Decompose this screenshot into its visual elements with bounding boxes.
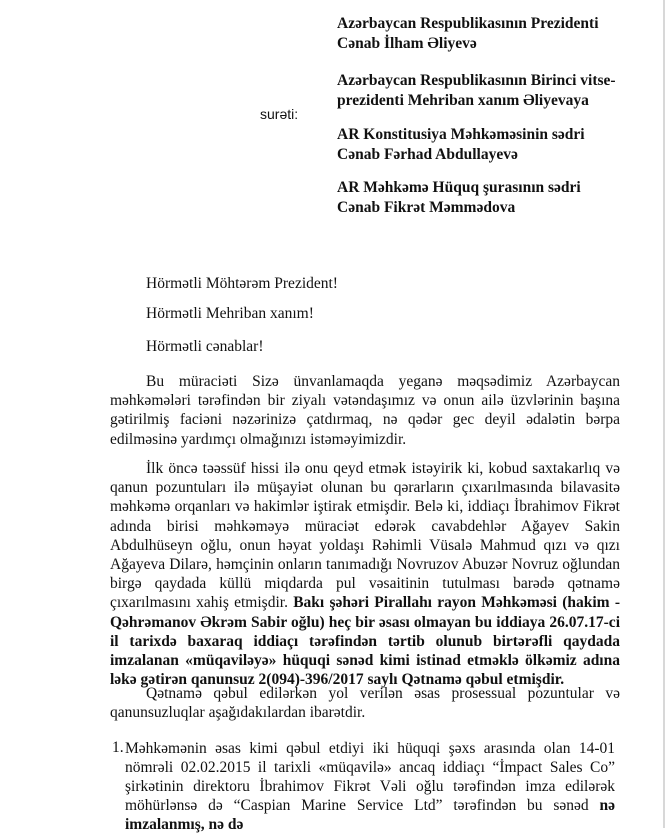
- recipient-name: Cənab Fikrət Məmmədova: [337, 199, 516, 216]
- recipient-president: [337, 14, 599, 54]
- list-item-number: 1.: [112, 739, 124, 756]
- recipient-vice-president: [337, 71, 616, 111]
- paragraph-text: Bu müraciəti Sizə ünvanlamaqda yeganə məqsədimiz Azərbaycan məhkəmələri tərəfindən bir ziyalı vətəndaşımız və onun ailə üzvlərinin başına gətirilmiş faciəni nəzərinizə çatdırmaq, nə qədər gec deyil ədalətin bərpa edilməsinə yardımçı olmağınızı istəməyimizdir.: [110, 373, 620, 448]
- greeting-president: Hörmətli Möhtərəm Prezident!: [146, 275, 338, 292]
- recipient-name: Cənab Fərhad Abdullayevə: [337, 146, 518, 163]
- paragraph-violations-intro: [110, 684, 620, 722]
- list-item-text: Məhkəmənin əsas kimi qəbul etdiyi iki hüquqi şəxs arasında olan 14-01 nömrəli 02.02.2015 il tarixli «müqavilə» ancaq iddiaçı “İmpact Sales Co” şirkətinin direktoru İbrahimov Fikrət Vəli oğlu tərəfindən imza edilərək möhürlənsə də “Caspian Marine Service Ltd” tərəfindən bu sənəd: [125, 740, 615, 814]
- recipient-title: Azərbaycan Respublikasının Birinci vitse-: [337, 72, 616, 89]
- recipient-name: Cənab İlham Əliyevə: [337, 35, 477, 52]
- paragraph-details: [110, 459, 620, 689]
- copy-label: surəti:: [260, 106, 299, 122]
- recipient-constitutional-court: [337, 125, 585, 165]
- recipient-name: prezidenti Mehriban xanım Əliyevaya: [337, 92, 589, 109]
- recipient-title: AR Məhkəmə Hüquq şurasının sədri: [337, 179, 581, 196]
- paragraph-purpose: [110, 372, 620, 449]
- list-item: [125, 739, 615, 834]
- list-item-bold-text: nə imzalanmış, nə də: [125, 797, 616, 833]
- recipient-judicial-council: [337, 178, 581, 218]
- greeting-mehriban: Hörmətli Mehriban xanım!: [146, 305, 314, 322]
- greeting-gentlemen: Hörmətli cənablar!: [146, 338, 264, 355]
- recipient-title: Azərbaycan Respublikasının Prezidenti: [337, 15, 599, 32]
- paragraph-text: Qətnamə qəbul edilərkən yol verilən əsas prosessual pozuntular və qanunsuzluqlar aşağıdakılardan ibarətdir.: [110, 685, 620, 722]
- paragraph-bold-text: Bakı şəhəri Pirallahı rayon Məhkəməsi (hakim - Qəhrəmanov Əkrəm Sabir oğlu) heç bir əsası olmayan bu iddiaya 26.07.17-ci il tarixdə baxaraq iddiaçı tərəfindən tərtib olunub birtərəfli qaydada imzalanan «müqaviləyə» hüquqi sənəd kimi istinad etməklə ölkəmiz adına ləkə gətirən qanunsuz 2(094)-396/2017 saylı Qətnamə qəbul etmişdir.: [110, 594, 620, 689]
- recipient-title: AR Konstitusiya Məhkəməsinin sədri: [337, 126, 585, 143]
- paragraph-text: İlk öncə təəssüf hissi ilə onu qeyd etmək istəyirik ki, kobud saxtakarlıq və qanun pozuntuları ilə müşayiət olunan bu qərarların çıxarılmasında bilavasitə məhkəmə orqanları və hakimlər iştirak etmişdir. Belə ki, iddiaçı İbrahimov Fikrət adında birisi məhkəməyə müraciət edərək cavabdehlər Ağayev Sakin Abdulhüseyn oğlu, onun həyat yoldaşı Rəhimli Vüsalə Mahmud qızı və qızı Ağayeva Dilarə, həmçinin onların tanımadığı Novruzov Abuzər Novruz oğlundan birgə qaydada küllü miqdarda pul vəsaitinin tutulması barədə qətnamə çıxarılmasını xahiş etmişdir.: [110, 460, 620, 612]
